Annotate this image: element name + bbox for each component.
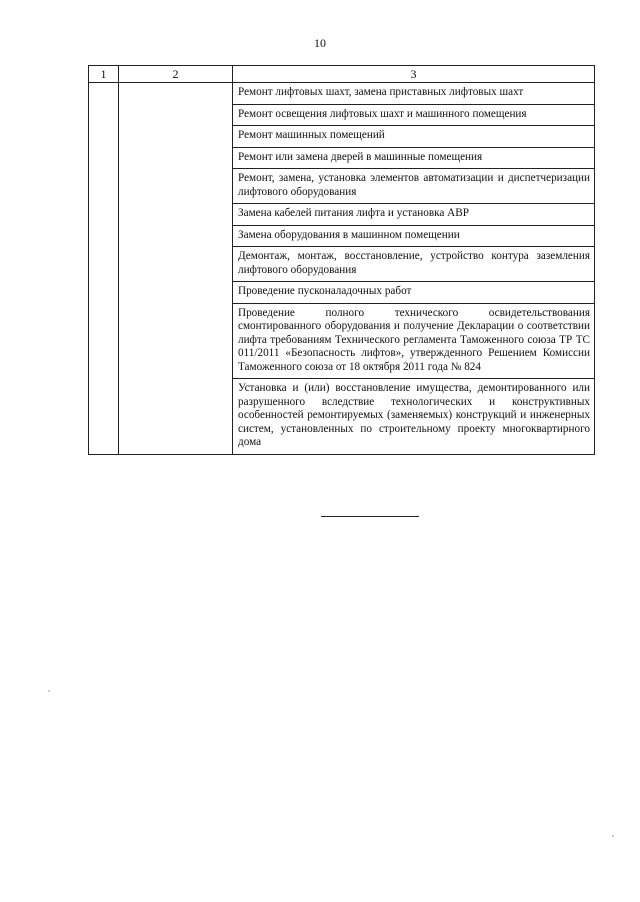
work-item: Проведение полного технического освидетельствования смонтированного оборудования и получение Декларации о соответствии лифта требованиям Технического регламента Таможенного союза ТР ТС 011/2011 «Безопасность лифтов», утвержденного Решением Комиссии Таможенного союза от 18 октября 2011 года № 824 bbox=[233, 303, 595, 379]
header-col-2: 2 bbox=[119, 66, 233, 83]
work-list-table bbox=[88, 65, 595, 455]
work-item: Ремонт освещения лифтовых шахт и машинного помещения bbox=[233, 104, 595, 126]
scan-speck bbox=[48, 690, 50, 692]
table-body bbox=[89, 83, 595, 455]
work-item: Ремонт, замена, установка элементов автоматизации и диспетчеризации лифтового оборудования bbox=[233, 169, 595, 204]
work-item: Ремонт или замена дверей в машинные помещения bbox=[233, 147, 595, 169]
col-2-empty-cell bbox=[119, 83, 233, 455]
table-header bbox=[89, 66, 595, 83]
scan-speck bbox=[612, 835, 614, 837]
work-item: Проведение пусконаладочных работ bbox=[233, 282, 595, 304]
col-1-empty-cell bbox=[89, 83, 119, 455]
header-row bbox=[89, 66, 595, 83]
header-col-3: 3 bbox=[233, 66, 595, 83]
work-item: Демонтаж, монтаж, восстановление, устройство контура заземления лифтового оборудования bbox=[233, 247, 595, 282]
work-item: Замена оборудования в машинном помещении bbox=[233, 225, 595, 247]
work-item: Ремонт лифтовых шахт, замена приставных лифтовых шахт bbox=[233, 83, 595, 105]
work-item: Замена кабелей питания лифта и установка АВР bbox=[233, 204, 595, 226]
header-col-1: 1 bbox=[89, 66, 119, 83]
closing-separator-line bbox=[321, 516, 419, 517]
table-row bbox=[89, 83, 595, 105]
work-item: Установка и (или) восстановление имущества, демонтированного или разрушенного вследствие технологических и конструктивных особенностей ремонтируемых (заменяемых) конструкций и инженерных систем, установленных по строительному проекту многоквартирного дома bbox=[233, 379, 595, 455]
work-item: Ремонт машинных помещений bbox=[233, 126, 595, 148]
page-number: 10 bbox=[314, 36, 326, 50]
